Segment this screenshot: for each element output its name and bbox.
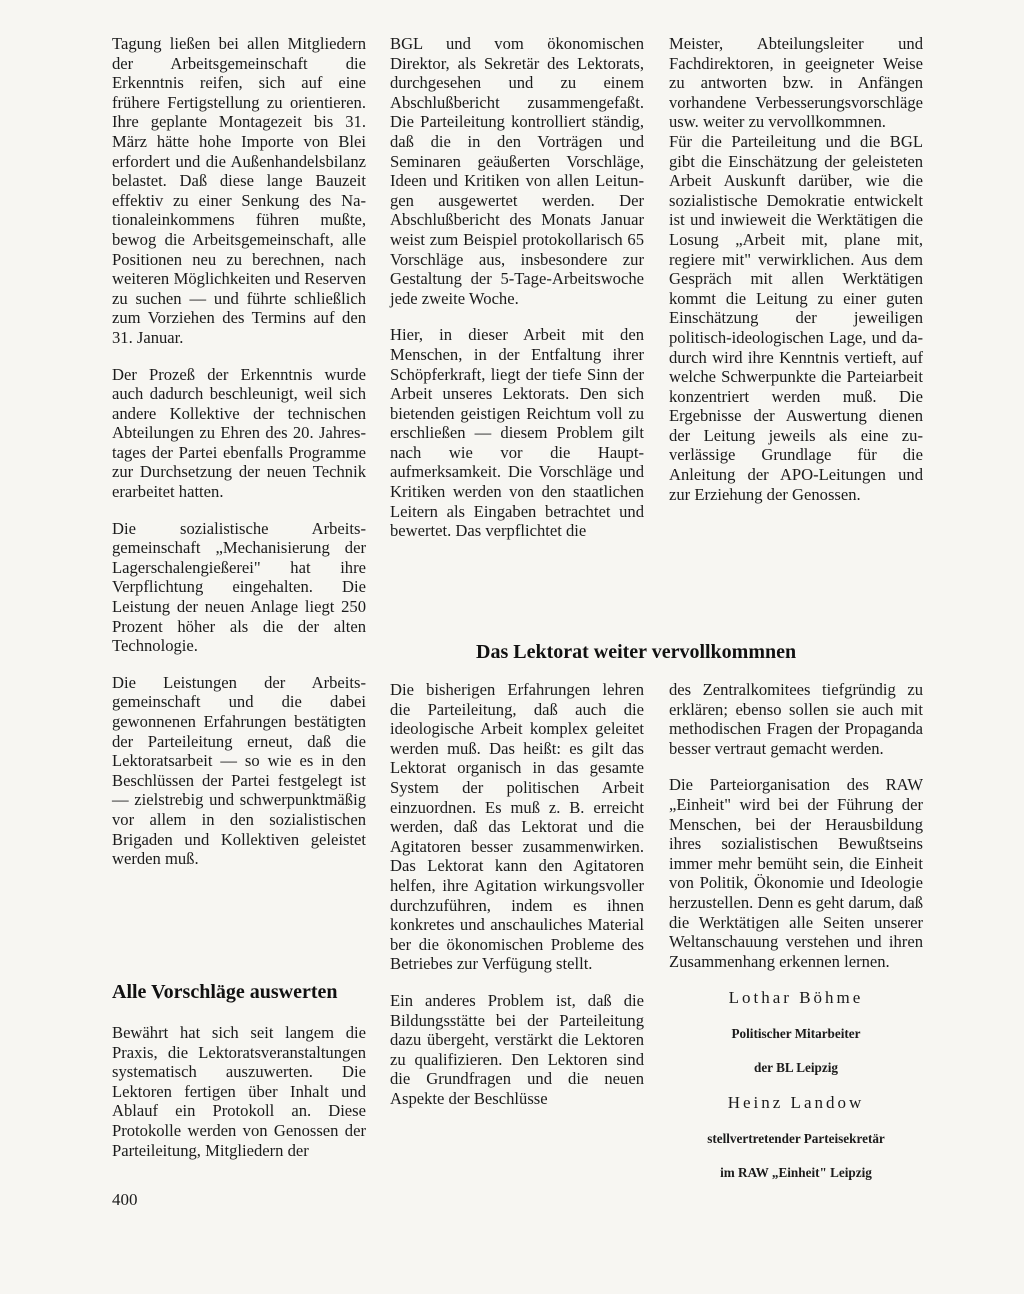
signature-block [669,988,923,1181]
signature-role: der BL Leipzig [753,1060,839,1076]
page-number: 400 [112,1190,138,1209]
column-3-bottom [669,680,923,1181]
column-2-bottom [390,680,644,1108]
signature-name: Lothar Böhme [728,988,864,1008]
signature-role: stellvertretender Parteisekretär [707,1131,885,1147]
paragraph: Hier, in dieser Arbeit mit den Menschen, in der Entfaltung ihrer Schöpferkraft, liegt der tiefe Sinn der Arbeit unseres Lektorats. Den sich bietenden geistigen Reichtum voll zu erschließen — diesem Problem gilt nach wie vor die Hauptaufmerksamkeit. Die Vorschläge und Kritiken werden von den staatlichen Leitern als Eingaben betrachtet und bewertet. Das verpflichtet die [390,325,644,541]
column-2-top [390,34,644,541]
column-3-top [669,34,923,504]
section-heading-lektorat: Das Lektorat weiter vervollkommnen [476,641,797,663]
signature-name: Heinz Landow [727,1093,865,1113]
paragraph: Meister, Abteilungsleiter und Fachdirektoren, in geeigneter Weise zu antworten bzw. in Anfängen vorhandene Verbesserungsvorschläge usw. weiter zu vervollkommnen. [669,34,923,132]
signature-role: Politischer Mitarbeiter [731,1026,861,1042]
paragraph: Die sozialistische Arbeitsgemeinschaft „Mechanisierung der Lagerschalengießerei" hat ihre Verpflichtung eingehalten. Die Leistung der neuen Anlage liegt 250 Prozent höher als die der alten Technologie. [112,518,366,656]
paragraph: BGL und vom ökonomischen Direktor, als Sekretär des Lektorats, durchgesehen und zu einem Abschlußbericht zusammengefaßt. Die Parteileitung kontrolliert ständig, daß die in den Vorträgen und Seminaren geäußerten Vorschläge, Ideen und Kritiken von allen Leitungen ausgewertet werden. Der Abschlußbericht des Monats Januar weist zum Beispiel protokollarisch 65 Vorschläge aus, insbesondere zur Gestaltung der 5-Tage-Arbeitswoche jede zweite Woche. [390,34,644,308]
section-heading-vorschlaege: Alle Vorschläge auswerten [112,981,338,1003]
paragraph: Ein anderes Problem ist, daß die Bildungsstätte bei der Parteileitung dazu übergeht, verstärkt die Lektoren zu qualifizieren. Den Lektoren sind die Grundfragen und die neuen Aspekte der Beschlüsse [390,990,644,1108]
column-1-top [112,34,366,869]
column-1-bottom [112,1023,366,1160]
paragraph: Für die Parteileitung und die BGL gibt die Einschätzung der geleisteten Arbeit Auskunft darüber, wie die sozialistische Demokratie entwickelt ist und inwieweit die Werktätigen die Losung „Arbeit mit, plane mit, regiere mit" verwirklichen. Aus dem Gespräch mit allen Werktätigen kommt die Leitung zu einer guten Einschätzung der jeweiligen politisch-ideologischen Lage, und dadurch wird ihre Kenntnis vertieft, auf welche Schwerpunkte die Parteiarbeit konzentriert werden muß. Die Ergebnisse der Auswertung dienen der Leitung jeweils als eine zuverlässige Grundlage für die Anleitung der APO-Leitungen und zur Erziehung der Genossen. [669,131,923,504]
paragraph: Die Parteiorganisation des RAW „Einheit" wird bei der Führung der Menschen, bei der Herausbildung ihres sozialistischen Bewußtseins immer mehr bemüht sein, die Einheit von Politik, Ökonomie und Ideologie herzustellen. Denn es geht darum, daß die Werktätigen alle Seiten unserer Weltanschauung verstehen und ihren Zusammenhang erkennen lernen. [669,775,923,971]
paragraph: Tagung ließen bei allen Mitgliedern der Arbeitsgemeinschaft die Erkenntnis reifen, sich auf eine frühere Fertigstellung zu orientieren. Ihre geplante Montagezeit bis 31. März hätte hohe Importe von Blei erfordert und die Außenhandelsbilanz belastet. Daß diese lange Bauzeit effektiv zu einer Senkung des Nationaleinkommens führen mußte, bewog die Arbeitsgemeinschaft, alle Positionen neu zu berechnen, nach weiteren Möglichkeiten und Reserven zu suchen — und führte schließlich zum Vorziehen des Termins auf den 31. Januar. [112,34,366,347]
paragraph: des Zentralkomitees tiefgründig zu erklären; ebenso sollen sie auch mit methodischen Fragen der Propaganda besser vertraut gemacht werden. [669,680,923,758]
paragraph: Bewährt hat sich seit langem die Praxis, die Lektoratsveranstaltungen systematisch auszuwerten. Die Lektoren fertigen über Inhalt und Ablauf ein Protokoll an. Diese Protokolle werden von Genossen der Parteileitung, Mitgliedern der [112,1023,366,1160]
signature-role: im RAW „Einheit" Leipzig [720,1165,872,1181]
paragraph: Der Prozeß der Erkenntnis wurde auch dadurch beschleunigt, weil sich andere Kollektive der technischen Abteilungen zu Ehren des 20. Jahrestages der Partei ebenfalls Programme zur Durchsetzung der neuen Technik erarbeitet hatten. [112,364,366,502]
paragraph: Die bisherigen Erfahrungen lehren die Parteileitung, daß auch die ideologische Arbeit komplex geleitet werden muß. Das heißt: es gilt das Lektorat organisch in das gesamte System der politischen Arbeit einzuordnen. Es muß z. B. erreicht werden, daß das Lektorat und die Agitatoren besser zusammenwirken. Das Lektorat kann den Agitatoren helfen, ihre Agitation wirkungsvoller durchzuführen, indem es ihnen konkretes und anschauliches Material ber die ökonomischen Probleme des Betriebes zur Verfügung stellt. [390,680,644,974]
paragraph: Die Leistungen der Arbeitsgemeinschaft und die dabei gewonnenen Erfahrungen bestätigten der Parteileitung erneut, daß die Lektoratsarbeit — so wie es in den Beschlüssen der Partei festgelegt ist — zielstrebig und schwerpunktmäßig vor allem in den sozialistischen Brigaden und Kollektiven geleistet werden muß. [112,672,366,869]
